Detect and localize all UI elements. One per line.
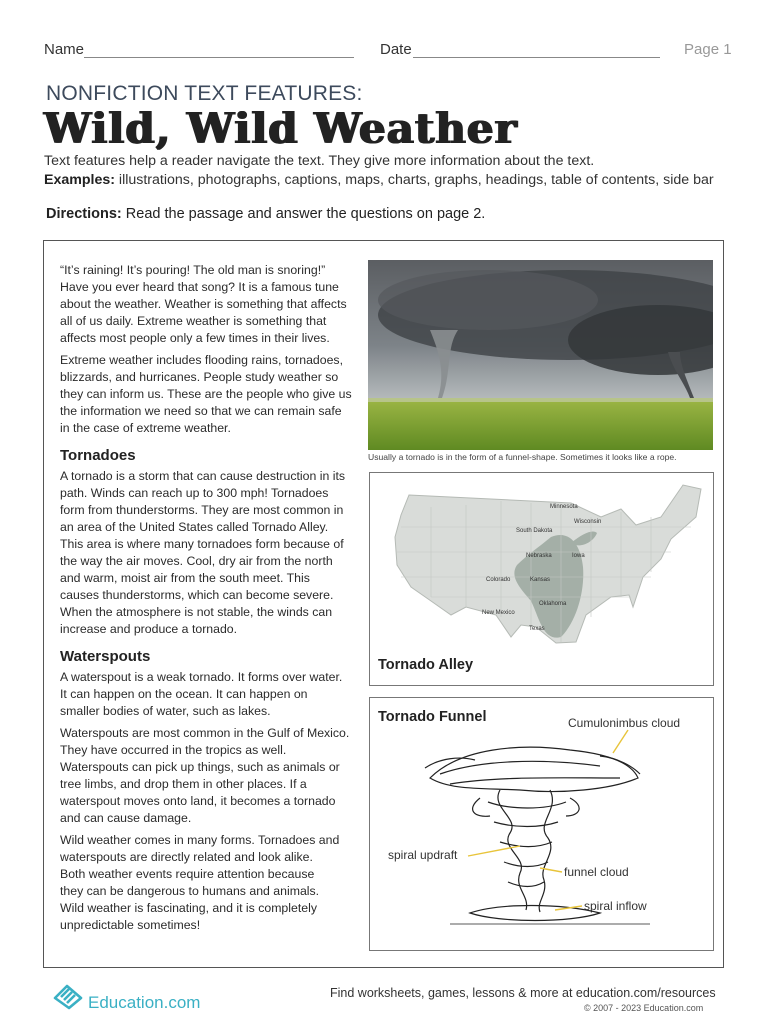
brand-name: Education.com — [88, 993, 201, 1012]
tornadoes-heading: Tornadoes — [60, 447, 136, 464]
map-label-minnesota: Minnesota — [550, 504, 578, 510]
worksheet-subtitle: NONFICTION TEXT FEATURES: — [46, 82, 363, 105]
directions-label: Directions: — [46, 206, 122, 222]
passage-paragraph-6: Wild weather comes in many forms. Tornadoes and waterspouts are directly related and look alike. Both weather events require attention because they can be dangerous to humans and animals. Wild weather is fascinating, and it is completely unpredictable sometimes! — [60, 833, 340, 932]
funnel-title: Tornado Funnel — [378, 709, 487, 725]
map-label-nebraska: Nebraska — [526, 553, 552, 559]
examples-text: illustrations, photographs, captions, maps, charts, graphs, headings, table of contents, side bar — [114, 172, 714, 188]
directions — [46, 206, 485, 222]
map-label-colorado: Colorado — [486, 577, 511, 583]
map-label-texas: Texas — [529, 626, 545, 632]
map-label-oklahoma: Oklahoma — [539, 601, 567, 607]
map-label-wisconsin: Wisconsin — [574, 519, 602, 525]
name-line[interactable] — [84, 57, 354, 58]
footer-tagline[interactable]: Find worksheets, games, lessons & more at education.com/resources — [330, 986, 716, 1000]
examples-line — [44, 171, 744, 190]
passage-column — [60, 262, 356, 939]
passage-paragraph-5: Waterspouts are most common in the Gulf of Mexico. They have occurred in the tropics as well. Waterspouts can pick up things, such as animals or tree limbs, and drop them in other places. If a waterspout moves onto land, it becomes a tornado and can cause damage. — [60, 726, 350, 825]
name-label: Name — [44, 41, 85, 58]
photo-caption: Usually a tornado is in the form of a funnel-shape. Sometimes it looks like a rope. — [368, 452, 677, 462]
examples-label: Examples: — [44, 172, 115, 188]
directions-text: Read the passage and answer the questions on page 2. — [121, 206, 486, 222]
tornado-funnel-diagram — [369, 697, 714, 951]
map-label-new-mexico: New Mexico — [482, 610, 515, 616]
passage-paragraph-3: A tornado is a storm that can cause destruction in its path. Winds can reach up to 300 mph! Tornadoes form from thunderstorms. They are most common in an area of the United States called Tornado Alley. This area is where many tornadoes form because of the way the air moves. Cool, dry air from the north and warm, moist air from the south meet. This causes thunderstorms, which can become severe. When the atmosphere is not stable, the winds can increase and produce a tornado. — [60, 469, 346, 636]
passage-paragraph-4: A waterspout is a weak tornado. It forms over water. It can happen on the ocean. It can happen on smaller bodies of water, such as lakes. — [60, 670, 343, 718]
copyright: © 2007 - 2023 Education.com — [584, 1003, 704, 1013]
us-map-graphic — [371, 477, 714, 647]
funnel-cloud-label: funnel cloud — [564, 865, 629, 879]
funnel-sketch — [370, 698, 713, 950]
cloud-label: Cumulonimbus cloud — [568, 716, 681, 730]
date-label: Date — [380, 41, 412, 58]
education-logo-icon — [52, 980, 84, 1010]
map-title: Tornado Alley — [378, 657, 474, 673]
intro-text: Text features help a reader navigate the text. They give more information about the text. — [44, 153, 595, 169]
passage-paragraph-1: “It’s raining! It’s pouring! The old man is snoring!” Have you ever heard that song? It is a famous tune about the weather. Weather is something that affects all of us daily. Extreme weather is something that affects most people only a few times in their lives. — [60, 263, 347, 345]
tornado-photo — [368, 260, 713, 450]
waterspouts-heading: Waterspouts — [60, 648, 151, 665]
tornado-alley-map — [369, 472, 714, 686]
map-label-kansas: Kansas — [530, 577, 551, 583]
inflow-label: spiral inflow — [584, 899, 647, 913]
passage-paragraph-2: Extreme weather includes flooding rains, tornadoes, blizzards, and hurricanes. People study weather so they can inform us. These are the people who give us the information we need so that we can remain safe in the case of extreme weather. — [60, 353, 352, 435]
date-line[interactable] — [413, 57, 660, 58]
page-label: Page 1 — [684, 41, 732, 58]
updraft-label: spiral updraft — [388, 848, 458, 862]
worksheet-title: Wild, Wild Weather — [44, 104, 518, 153]
map-label-south-dakota: South Dakota — [516, 528, 553, 534]
intro-block — [44, 152, 744, 190]
map-label-iowa: Iowa — [572, 553, 585, 559]
